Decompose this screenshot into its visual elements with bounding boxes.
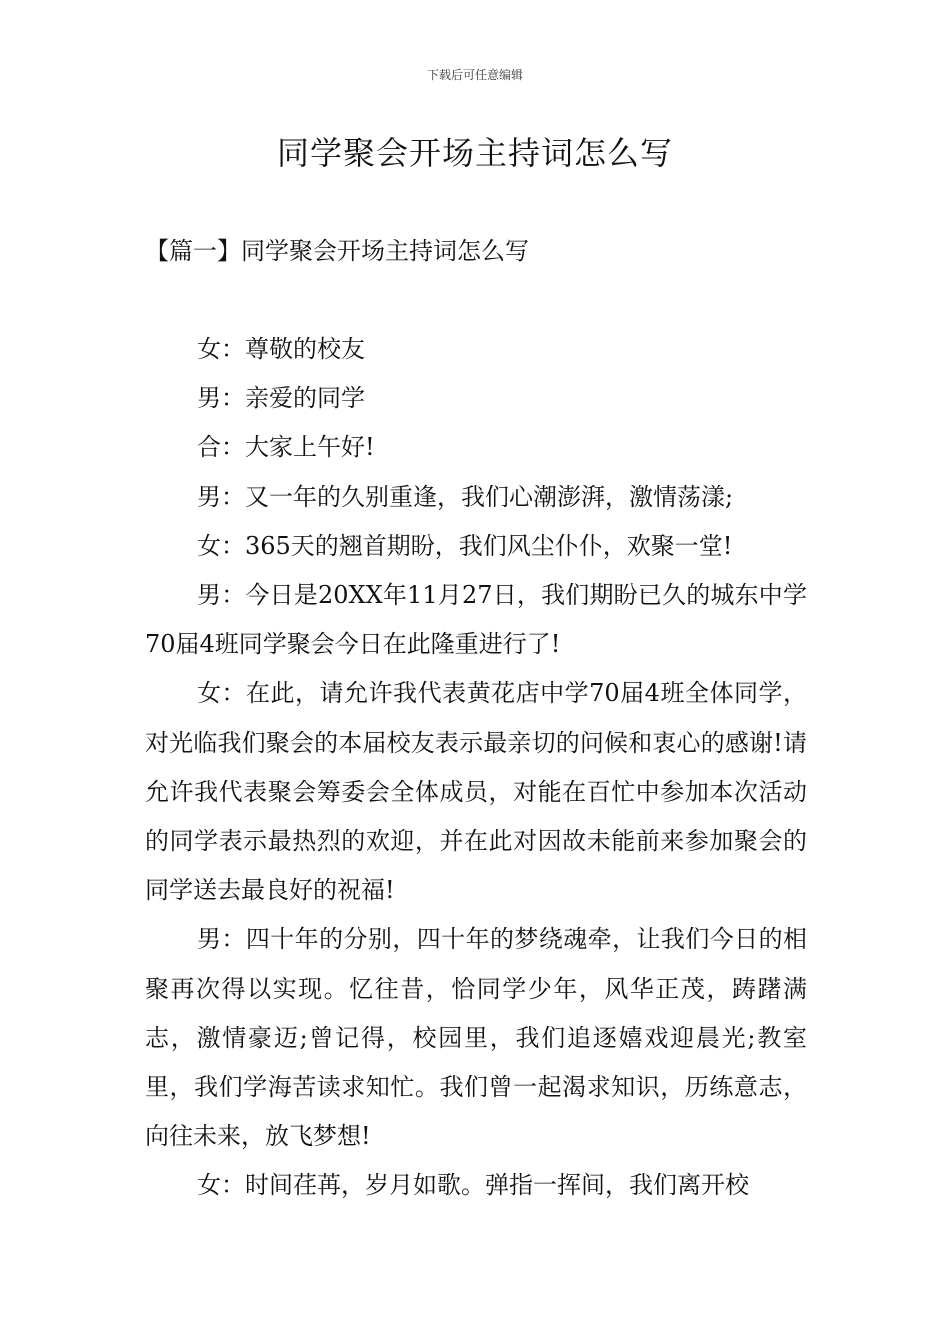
paragraph: 男：四十年的分别，四十年的梦绕魂牵，让我们今日的相聚再次得以实现。忆往昔，恰同学少年，风华正茂，踌躇满志，激情豪迈;曾记得，校园里，我们追逐嬉戏迎晨光;教室里，我们学海苦读求知忙。我们曾一起渴求知识，历练意志，向往未来，放飞梦想! xyxy=(145,925,807,1151)
paragraph: 合：大家上午好! xyxy=(197,433,375,462)
paragraph: 男：亲爱的同学 xyxy=(197,384,365,413)
paragraph: 女：尊敬的校友 xyxy=(197,335,365,363)
paragraph: 女：365天的翘首期盼，我们风尘仆仆，欢聚一堂! xyxy=(197,531,733,560)
paragraph: 女：在此，请允许我代表黄花店中学70届4班全体同学，对光临我们聚会的本届校友表示最亲切的问候和衷心的感谢!请允许我代表聚会筹委会全体成员，对能在百忙中参加本次活动的同学表示最热烈的欢迎，并在此对因故未能前来参加聚会的同学送去最良好的祝福! xyxy=(145,679,807,905)
paragraph: 男：今日是20XX年11月27日，我们期盼已久的城东中学70届4班同学聚会今日在此隆重进行了! xyxy=(145,581,807,659)
paragraph: 女：时间荏苒，岁月如歌。弹指一挥间，我们离开校 xyxy=(197,1171,749,1200)
document-body xyxy=(145,325,807,1211)
document-title: 同学聚会开场主持词怎么写 xyxy=(276,134,673,172)
section-heading: 【篇一】同学聚会开场主持词怎么写 xyxy=(145,237,529,265)
header-note: 下载后可任意编辑 xyxy=(426,68,523,82)
paragraph: 男：又一年的久别重逢，我们心潮澎湃，激情荡漾; xyxy=(197,482,734,511)
